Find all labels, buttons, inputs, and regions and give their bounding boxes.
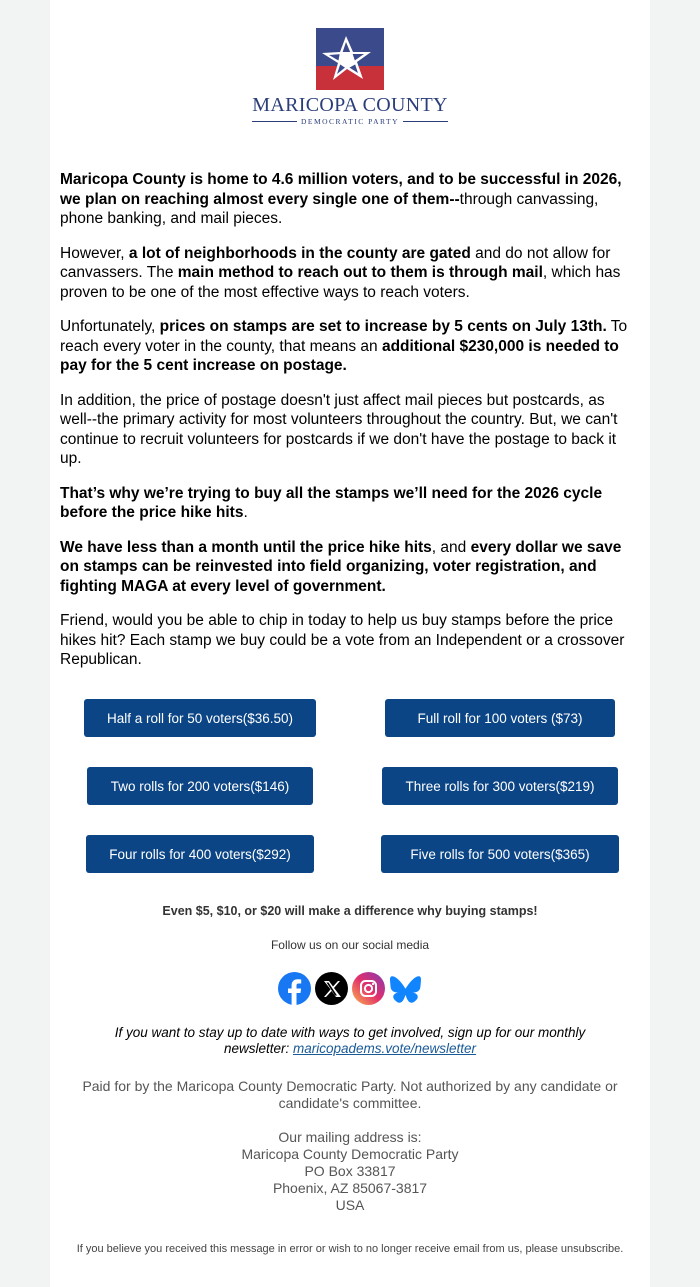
body-paragraph	[60, 170, 640, 229]
donate-full-roll-button[interactable]: Full roll for 100 voters ($73)	[385, 699, 615, 737]
newsletter-link[interactable]: maricopadems.vote/newsletter	[292, 1041, 477, 1056]
donate-four-rolls-button[interactable]: Four rolls for 400 voters($292)	[86, 835, 314, 873]
address-line-1: Maricopa County Democratic Party	[241, 1146, 459, 1162]
mailing-address	[70, 1129, 630, 1214]
donate-three-rolls-button[interactable]: Three rolls for 300 voters($219)	[382, 767, 618, 805]
text-run: .	[243, 504, 248, 521]
address-line-3: Phoenix, AZ 85067-3817	[272, 1180, 428, 1196]
unsubscribe-footer: If you believe you received this message in error or wish to no longer receive email from us, please unsubscribe.	[76, 1243, 624, 1255]
text-run: , which has proven to be one of the most effective ways to reach voters.	[60, 264, 621, 301]
text-run: Unfortunately,	[60, 318, 160, 335]
text-run: In addition, the price of postage doesn't just affect mail pieces but postcards, as well--the primary activity for most volunteers throughout the country. But, we can't continue to recruit volunteers for postcards if we don't have the postage to back it up.	[60, 391, 618, 467]
text-run: However,	[60, 244, 129, 262]
party-logo	[50, 28, 650, 128]
body-paragraph	[60, 244, 640, 303]
text-run: , and	[431, 538, 471, 556]
message-body	[60, 170, 640, 685]
bold-text: additional $230,000 is needed to pay for the 5 cent increase on postage.	[60, 337, 619, 374]
follow-us-text: Follow us on our social media	[270, 938, 430, 952]
bold-text: a lot of neighborhoods in the county are gated	[128, 244, 471, 262]
logo-subtitle: DEMOCRATIC PARTY	[300, 117, 400, 126]
star-flag-logo-icon	[316, 28, 384, 90]
body-paragraph	[60, 611, 640, 670]
body-paragraph	[60, 538, 640, 597]
address-line-4: USA	[335, 1197, 365, 1213]
x-icon[interactable]	[315, 972, 348, 1005]
body-paragraph	[60, 391, 640, 469]
address-heading: Our mailing address is:	[278, 1129, 422, 1145]
bold-text: main method to reach out to them is through mail	[177, 264, 543, 281]
text-run: Friend, would you be able to chip in today to help us buy stamps before the price hikes hit? Each stamp we buy could be a vote from an Independent or a crossover Republican.	[60, 612, 625, 668]
bold-text: every dollar we save on stamps can be reinvested into field organizing, voter registration, and fighting MAGA at every level of government.	[60, 538, 622, 595]
instagram-icon[interactable]	[352, 972, 385, 1005]
newsletter-note	[90, 1025, 610, 1057]
body-paragraph	[60, 484, 640, 523]
facebook-icon[interactable]	[278, 972, 311, 1005]
paid-for-disclaimer: Paid for by the Maricopa County Democratic Party. Not authorized by any candidate or candidate's committee.	[82, 1078, 618, 1111]
bold-text: prices on stamps are set to increase by 5 cents on July 13th.	[159, 318, 607, 335]
body-paragraph	[60, 317, 640, 376]
text-run: through canvassing, phone banking, and mail pieces.	[60, 190, 599, 227]
logo-title: MARICOPA COUNTY	[252, 94, 448, 116]
bold-text: That’s why we’re trying to buy all the stamps we’ll need for the 2026 cycle before the price hike hits	[60, 484, 603, 521]
bluesky-icon[interactable]	[389, 972, 422, 1005]
social-icons	[50, 972, 650, 1005]
text-run: To reach every voter in the county, that means an	[60, 318, 628, 355]
small-donation-note: Even $5, $10, or $20 will make a difference why buying stamps!	[162, 904, 538, 918]
donate-two-rolls-button[interactable]: Two rolls for 200 voters($146)	[87, 767, 313, 805]
newsletter-text: If you want to stay up to date with ways to get involved, sign up for our monthly newsletter:	[114, 1025, 586, 1056]
logo-divider-right	[403, 121, 448, 122]
address-line-2: PO Box 33817	[304, 1163, 396, 1179]
text-run: and do not allow for canvassers. The	[60, 244, 611, 281]
bold-text: We have less than a month until the price hike hits	[60, 538, 432, 556]
donate-half-roll-button[interactable]: Half a roll for 50 voters($36.50)	[84, 699, 316, 737]
bold-text: Maricopa County is home to 4.6 million voters, and to be successful in 2026, we plan on reaching almost every single one of them--	[60, 171, 622, 208]
donate-five-rolls-button[interactable]: Five rolls for 500 voters($365)	[381, 835, 619, 873]
email-card	[50, 0, 650, 1287]
